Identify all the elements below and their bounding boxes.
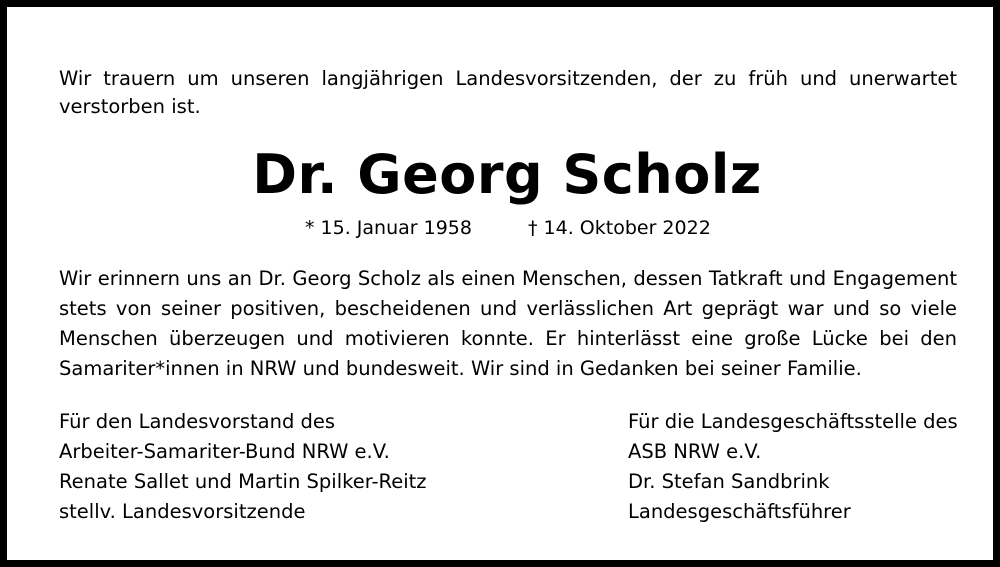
signature-board	[59, 407, 427, 527]
signature-line: Für die Landesgeschäftsstelle des	[628, 410, 958, 433]
deceased-name: Dr. Georg Scholz	[252, 143, 762, 206]
signature-line: Dr. Stefan Sandbrink	[628, 470, 830, 493]
signature-line: Renate Sallet und Martin Spilker-Reitz	[59, 470, 427, 493]
signature-line: Arbeiter-Samariter-Bund NRW e.V.	[59, 440, 390, 463]
signature-line: stellv. Landesvorsitzende	[59, 500, 306, 523]
life-dates	[7, 214, 1000, 242]
intro-text: Wir trauern um unseren langjährigen Landesvorsitzenden, der zu früh und unerwartet verstorben ist.	[59, 67, 957, 118]
birth-date: * 15. Januar 1958	[305, 217, 472, 239]
death-date: † 14. Oktober 2022	[528, 217, 711, 239]
signature-office	[628, 407, 958, 527]
signature-line: Landesgeschäftsführer	[628, 500, 851, 523]
signature-line: ASB NRW e.V.	[628, 440, 762, 463]
tribute-text: Wir erinnern uns an Dr. Georg Scholz als einen Menschen, dessen Tatkraft und Engagement stets von seiner positiven, bescheidenen und verlässlichen Art geprägt war und so viele Menschen überzeugen und motivieren konnte. Er hinterlässt eine große Lücke bei den Samariter*innen in NRW und bundesweit. Wir sind in Gedanken bei seiner Familie.	[59, 267, 957, 380]
signature-line: Für den Landesvorstand des	[59, 410, 336, 433]
